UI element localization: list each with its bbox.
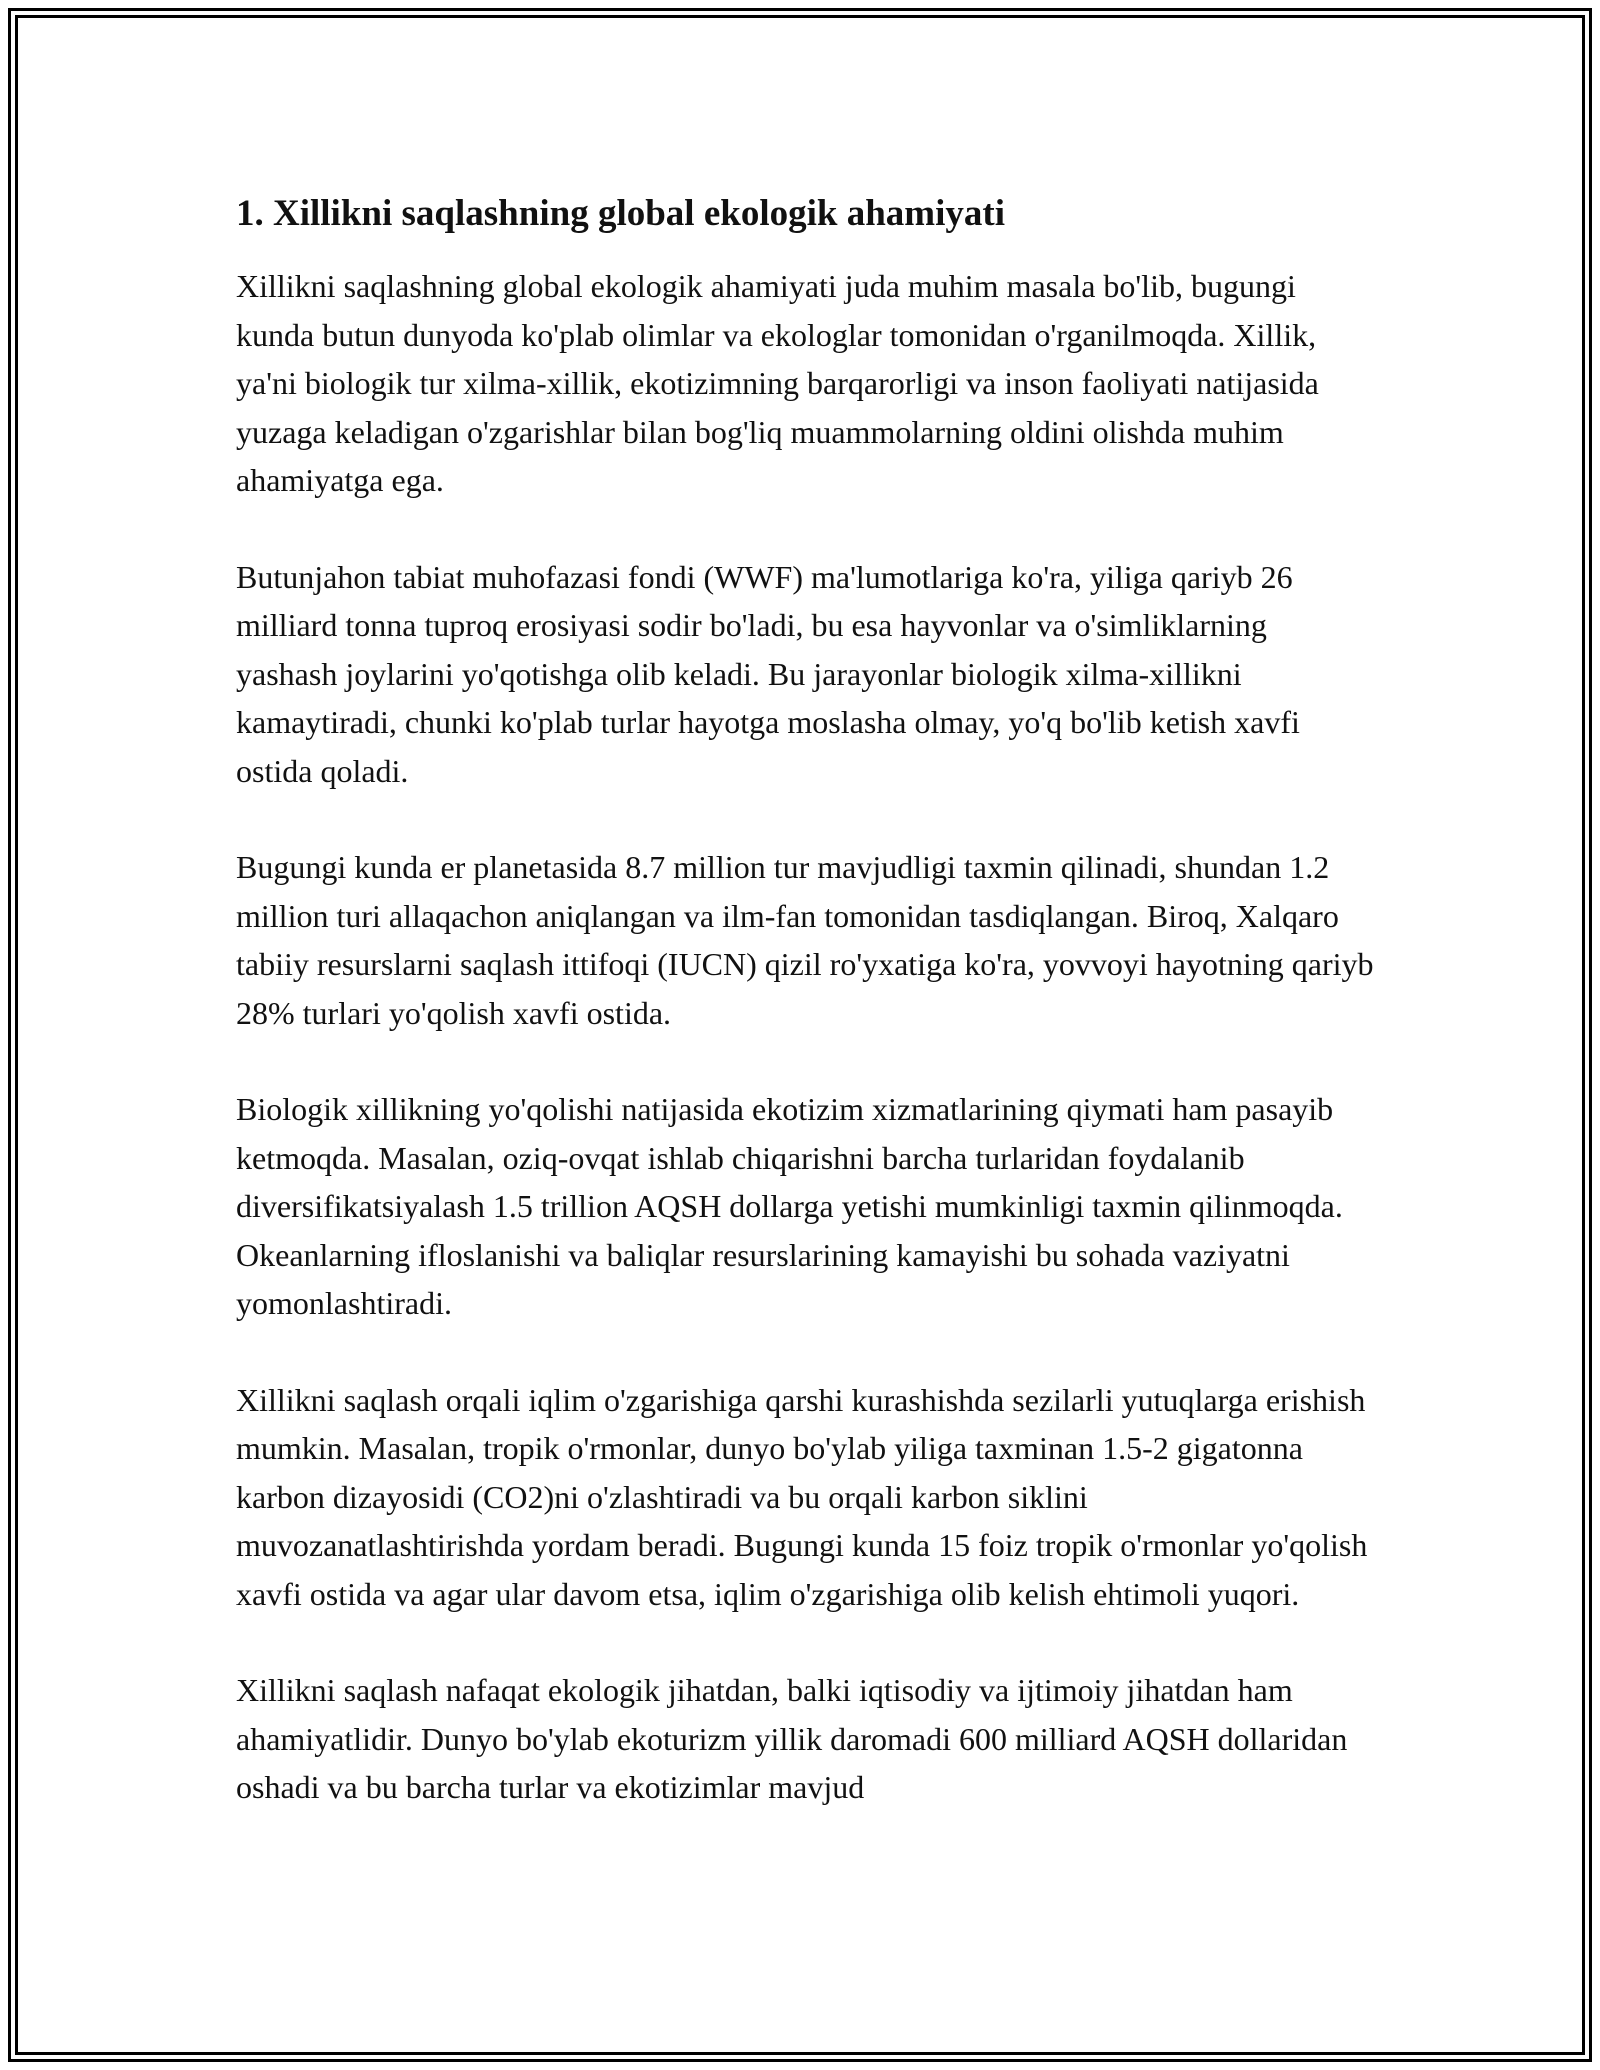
paragraph-2: Butunjahon tabiat muhofazasi fondi (WWF) ma'lumotlariga ko'ra, yiliga qariyb 26 milliard tonna tuproq erosiyasi sodir bo'ladi, bu esa hayvonlar va o'simliklarning yashash joylarini yo'qotishga olib keladi. Bu jarayonlar biologik xilma-xillikni kamaytiradi, chunki ko'plab turlar hayotga moslasha olmay, yo'q bo'lib ketish xavfi ostida qoladi. — [236, 558, 1300, 789]
paragraph-1: Xillikni saqlashning global ekologik ahamiyati juda muhim masala bo'lib, bugungi kunda butun dunyoda ko'plab olimlar va ekologlar tomonidan o'rganilmoqda. Xillik, ya'ni biologik tur xilma-xillik, ekotizimning barqarorligi va inson faoliyati natijasida yuzaga keladigan o'zgarishlar bilan bog'liq muammolarning oldini olishda muhim ahamiyatga ega. — [236, 268, 1319, 498]
paragraph-3: Bugungi kunda er planetasida 8.7 million tur mavjudligi taxmin qilinadi, shundan 1.2 million turi allaqachon aniqlangan va ilm-fan tomonidan tasdiqlangan. Biroq, Xalqaro tabiiy resurslarni saqlash ittifoqi (IUCN) qizil ro'yxatiga ko'ra, yovvoyi hayotning qariyb 28% turlari yo'qolish xavfi ostida. — [236, 849, 1374, 1031]
paragraph-4: Biologik xillikning yo'qolishi natijasida ekotizim xizmatlarining qiymati ham pasayib ketmoqda. Masalan, oziq-ovqat ishlab chiqarishni barcha turlaridan foydalanib diversifikatsiyalash 1.5 trillion AQSH dollarga yetishi mumkinligi taxmin qilinmoqda. Okeanlarning ifloslanishi va baliqlar resurslarining kamayishi bu sohada vaziyatni yomonlashtiradi. — [236, 1091, 1343, 1321]
document-body — [236, 188, 1376, 1860]
paragraph-6: Xillikni saqlash nafaqat ekologik jihatdan, balki iqtisodiy va ijtimoiy jihatdan ham ahamiyatlidir. Dunyo bo'ylab ekoturizm yillik daromadi 600 milliard AQSH dollaridan oshadi va bu barcha turlar va ekotizimlar mavjud — [236, 1672, 1348, 1805]
paragraph-5: Xillikni saqlash orqali iqlim o'zgarishiga qarshi kurashishda sezilarli yutuqlarga erishish mumkin. Masalan, tropik o'rmonlar, dunyo bo'ylab yiliga taxminan 1.5-2 gigatonna karbon dizayosidi (CO2)ni o'zlashtiradi va bu orqali karbon siklini muvozanatlashtirishda yordam beradi. Bugungi kunda 15 foiz tropik o'rmonlar yo'qolish xavfi ostida va agar ular davom etsa, iqlim o'zgarishiga olib kelish ehtimoli yuqori. — [236, 1381, 1368, 1612]
section-heading: 1. Xillikni saqlashning global ekologik ahamiyati — [236, 193, 1005, 234]
